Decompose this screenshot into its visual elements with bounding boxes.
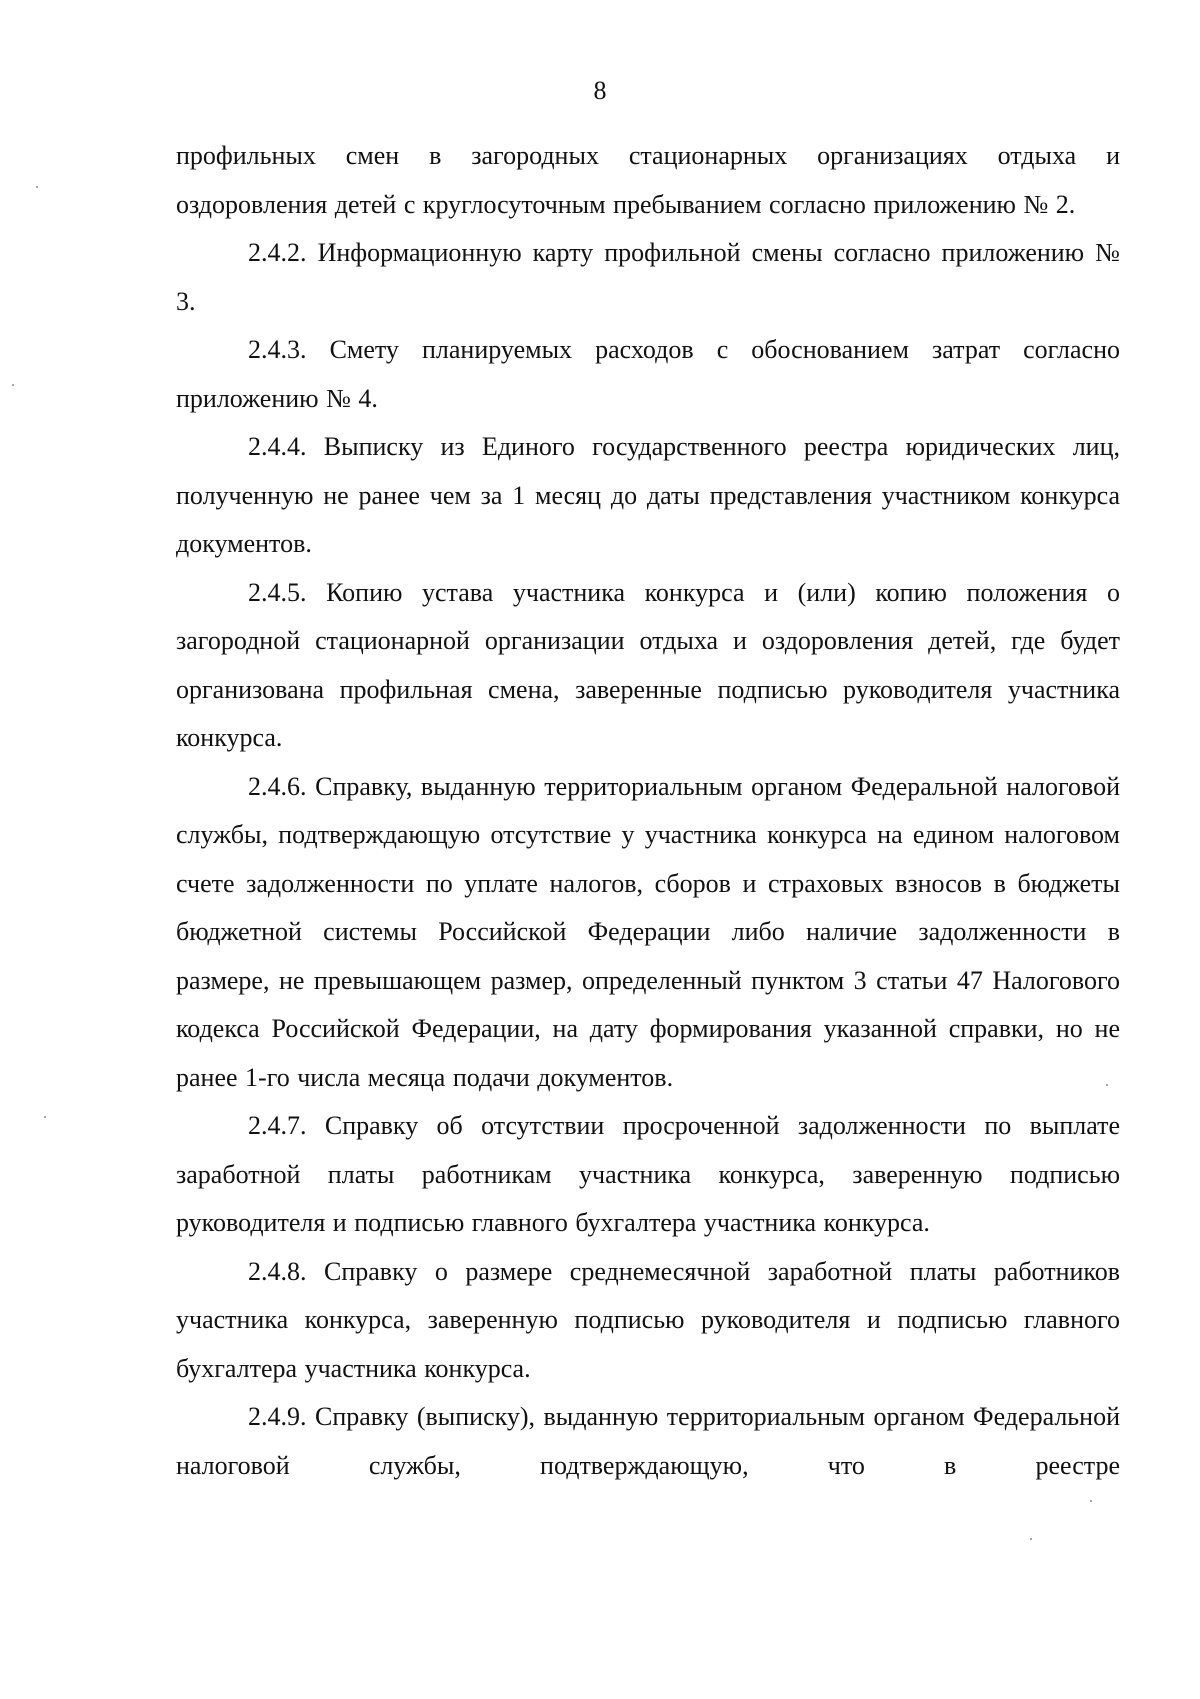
paragraph-2-4-4: 2.4.4. Выписку из Единого государственного реестра юридических лиц, полученную не ранее чем за 1 месяц до даты представления участником конкурса документов. <box>176 432 1120 558</box>
document-body <box>176 132 1120 1490</box>
paragraph-2-4-7: 2.4.7. Справку об отсутствии просроченной задолженности по выплате заработной платы работникам участника конкурса, заверенную подписью руководителя и подписью главного бухгалтера участника конкурса. <box>176 1111 1120 1237</box>
scan-speck <box>1090 1500 1092 1502</box>
scan-speck <box>1030 1538 1032 1540</box>
page-number: 8 <box>593 76 607 105</box>
paragraph-2-4-5: 2.4.5. Копию устава участника конкурса и (или) копию положения о загородной стационарной организации отдыха и оздоровления детей, где будет организована профильная смена, заверенные подписью руководителя участника конкурса. <box>176 577 1120 752</box>
scan-speck <box>36 186 38 188</box>
paragraph-2-4-2: 2.4.2. Информационную карту профильной смены согласно приложению № 3. <box>176 238 1120 316</box>
scan-speck <box>12 384 14 386</box>
paragraph-2-4-9: 2.4.9. Справку (выписку), выданную территориальным органом Федеральной налоговой службы, подтверждающую, что в реестре <box>176 1402 1120 1480</box>
paragraph-continuation: профильных смен в загородных стационарных организациях отдыха и оздоровления детей с круглосуточным пребыванием согласно приложению № 2. <box>176 141 1120 219</box>
paragraph-2-4-6: 2.4.6. Справку, выданную территориальным органом Федеральной налоговой службы, подтверждающую отсутствие у участника конкурса на едином налоговом счете задолженности по уплате налогов, сборов и страховых взносов в бюджеты бюджетной системы Российской Федерации либо наличие задолженности в размере, не превышающем размер, определенный пунктом 3 статьи 47 Налогового кодекса Российской Федерации, на дату формирования указанной справки, но не ранее 1-го числа месяца подачи документов. <box>176 771 1120 1092</box>
scan-speck <box>44 1116 46 1118</box>
scan-speck <box>1106 1084 1108 1086</box>
paragraph-2-4-8: 2.4.8. Справку о размере среднемесячной заработной платы работников участника конкурса, заверенную подписью руководителя и подписью главного бухгалтера участника конкурса. <box>176 1256 1120 1383</box>
paragraph-2-4-3: 2.4.3. Смету планируемых расходов с обоснованием затрат согласно приложению № 4. <box>176 335 1120 413</box>
